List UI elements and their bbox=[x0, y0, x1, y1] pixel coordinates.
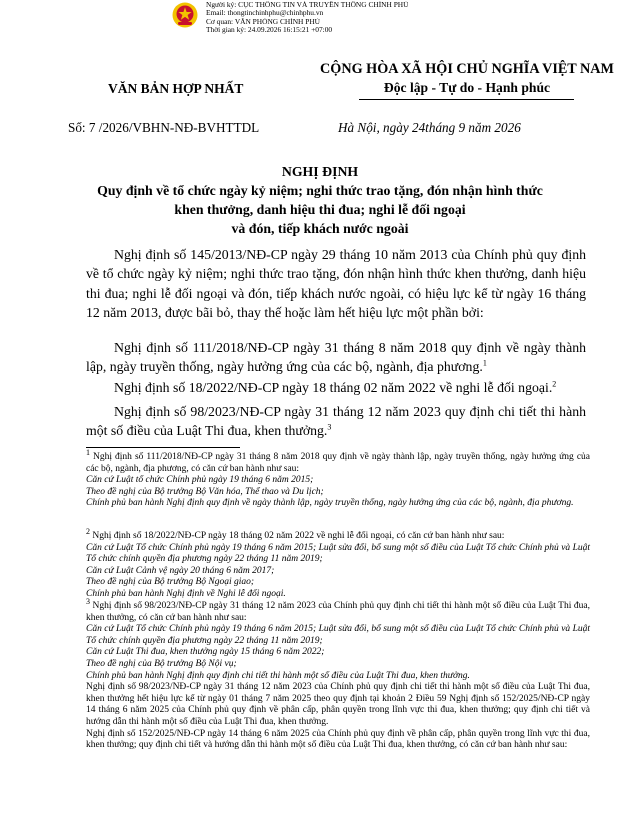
footnote-3-note-2: Nghị định số 152/2025/NĐ-CP ngày 14 tháng 6 năm 2025 của Chính phủ quy định về phân cấp, phân quyền trong lĩnh vực thi đua, khen thưởng; quy định chi tiết và hướng dẫn thi hành một số điều của Luật Thi đua, khen thưởng, có căn cứ ban hành như sau: bbox=[86, 728, 590, 751]
amendment-paragraph-1 bbox=[86, 338, 586, 377]
footnote-mark-1: 1 bbox=[86, 447, 90, 457]
national-motto: Độc lập - Tự do - Hạnh phúc bbox=[383, 80, 551, 95]
footnote-3-basis-1: Căn cứ Luật Tổ chức Chính phủ ngày 19 tháng 6 năm 2015; Luật sửa đổi, bổ sung một số điều của Luật Tổ chức Chính phủ và Luật Tổ chức chính quyền địa phương ngày 22 tháng 11 năm 2019; bbox=[86, 624, 590, 646]
footnote-3 bbox=[86, 596, 590, 752]
footnote-1-basis-2: Theo đề nghị của Bộ trưởng Bộ Văn hóa, Thể thao và Du lịch; bbox=[86, 486, 324, 497]
signature-signer: Người ký: CỤC THÔNG TIN VÀ TRUYỀN THÔNG CHÍNH PHỦ bbox=[206, 1, 409, 9]
footnote-1-basis-3: Chính phủ ban hành Nghị định quy định về ngày thành lập, ngày truyền thống, ngày hưởng ứng của các bộ, ngành, địa phương. bbox=[86, 498, 574, 509]
amendment-paragraph-2 bbox=[86, 378, 586, 397]
amendment-text-2: Nghị định số 18/2022/NĐ-CP ngày 18 tháng 02 năm 2022 về nghi lễ đối ngoại. bbox=[114, 380, 553, 395]
amendment-text-3: Nghị định số 98/2023/NĐ-CP ngày 31 tháng 12 năm 2023 quy định chi tiết thi hành một số điều của Luật Thi đua, khen thưởng. bbox=[86, 404, 586, 439]
footnote-ref-1[interactable]: 1 bbox=[482, 358, 487, 368]
signature-time: Thời gian ký: 24.09.2026 16:15:21 +07:00 bbox=[206, 26, 333, 35]
footnote-ref-2[interactable]: 2 bbox=[552, 379, 557, 389]
footnote-3-note-1: Nghị định số 98/2023/NĐ-CP ngày 31 tháng 12 năm 2023 của Chính phủ quy định chi tiết thi hành một số điều của Luật Thi đua, khen thưởng hết hiệu lực kể từ ngày 01 tháng 7 năm 2025 theo quy định tại khoản 2 Điều 59 Nghị định số 152/2025/NĐ-CP ngày 14 tháng 6 năm 2025 của Chính phủ quy định về phân cấp, phân quyền trong lĩnh vực thi đua, khen thưởng; quy định chi tiết và hướng dẫn thi hành một số điều của Luật Thi đua, khen thưởng. bbox=[86, 682, 590, 727]
footnote-2-basis-1: Căn cứ Luật Tổ chức Chính phủ ngày 19 tháng 6 năm 2015; Luật sửa đổi, bổ sung một số điều của Luật Tổ chức Chính phủ và Luật Tổ chức chính quyền địa phương ngày 22 tháng 11 năm 2019; bbox=[86, 542, 590, 565]
footnote-mark-2: 2 bbox=[86, 526, 90, 536]
footnote-1-basis-1: Căn cứ Luật tổ chức Chính phủ ngày 19 tháng 6 năm 2015; bbox=[86, 475, 314, 486]
title-line-3: và đón, tiếp khách nước ngoài bbox=[231, 221, 409, 236]
national-title: CỘNG HÒA XÃ HỘI CHỦ NGHĨA VIỆT NAM bbox=[320, 61, 614, 77]
footnote-2-basis-4: Chính phủ ban hành Nghị định về Nghi lễ đối ngoại. bbox=[86, 588, 286, 599]
footnote-2-basis-2: Căn cứ Luật Cảnh vệ ngày 20 tháng 6 năm 2017; bbox=[86, 565, 275, 576]
intro-paragraph bbox=[86, 245, 586, 323]
signature-email: Email: thongtinchinhphu@chinhphu.vn bbox=[206, 9, 324, 18]
footnote-3-lead: Nghị định số 98/2023/NĐ-CP ngày 31 tháng 12 năm 2023 của Chính phủ quy định chi tiết thi hành một số điều của Luật Thi đua, khen thưởng, có căn cứ ban hành như sau: bbox=[86, 601, 590, 623]
footnote-3-basis-4: Chính phủ ban hành Nghị định quy định chi tiết thi hành một số điều của Luật Thi đua, khen thưởng. bbox=[86, 670, 470, 681]
title-line-2: khen thưởng, danh hiệu thi đua; nghi lễ đối ngoại bbox=[174, 202, 466, 217]
footnote-2-basis-3: Theo đề nghị của Bộ trưởng Bộ Ngoại giao; bbox=[86, 577, 255, 588]
national-emblem-icon bbox=[172, 2, 198, 28]
footnote-mark-3: 3 bbox=[86, 596, 90, 606]
amendment-text-1: Nghị định số 111/2018/NĐ-CP ngày 31 tháng 8 năm 2018 quy định về ngày thành lập, ngày truyền thống, ngày hưởng ứng của các bộ, ngành, địa phương. bbox=[86, 340, 586, 375]
document-number: Số: 7 /2026/VBHN-NĐ-BVHTTDL bbox=[68, 120, 260, 135]
footnote-1-lead: Nghị định số 111/2018/NĐ-CP ngày 31 tháng 8 năm 2018 quy định về ngày thành lập, ngày truyền thống, ngày hưởng ứng của các bộ, ngành, địa phương, có căn cứ ban hành như sau: bbox=[86, 452, 590, 474]
footnote-1 bbox=[86, 447, 590, 510]
footnote-separator bbox=[86, 447, 240, 448]
document-category: VĂN BẢN HỢP NHẤT bbox=[108, 81, 244, 96]
footnote-3-basis-3: Theo đề nghị của Bộ trưởng Bộ Nội vụ; bbox=[86, 658, 237, 669]
title-line-1: Quy định về tổ chức ngày kỷ niệm; nghi thức trao tặng, đón nhận hình thức bbox=[97, 183, 543, 198]
signature-agency: Cơ quan: VĂN PHÒNG CHÍNH PHỦ bbox=[206, 17, 321, 26]
intro-text: Nghị định số 145/2013/NĐ-CP ngày 29 tháng 10 năm 2013 của Chính phủ quy định về tổ chức ngày kỷ niệm; nghi thức trao tặng, đón nhận hình thức khen thưởng, danh hiệu thi đua; nghi lễ đối ngoại và đón, tiếp khách nước ngoài, có hiệu lực kể từ ngày 16 tháng 12 năm 2013, được bãi bỏ, thay thế hoặc làm hết hiệu lực một phần bởi: bbox=[86, 247, 586, 321]
footnote-2-lead: Nghị định số 18/2022/NĐ-CP ngày 18 tháng 02 năm 2022 về nghi lễ đối ngoại, có căn cứ ban hành như sau: bbox=[90, 531, 505, 541]
document-date: Hà Nội, ngày 24tháng 9 năm 2026 bbox=[338, 120, 521, 135]
amendment-paragraph-3 bbox=[86, 402, 586, 441]
document-type: NGHỊ ĐỊNH bbox=[281, 164, 359, 179]
footnote-ref-3[interactable]: 3 bbox=[327, 422, 332, 432]
motto-underline bbox=[359, 99, 574, 100]
footnote-2 bbox=[86, 526, 590, 601]
signature-info bbox=[206, 1, 408, 35]
footnote-3-basis-2: Căn cứ Luật Thi đua, khen thưởng ngày 15 tháng 6 năm 2022; bbox=[86, 647, 325, 658]
